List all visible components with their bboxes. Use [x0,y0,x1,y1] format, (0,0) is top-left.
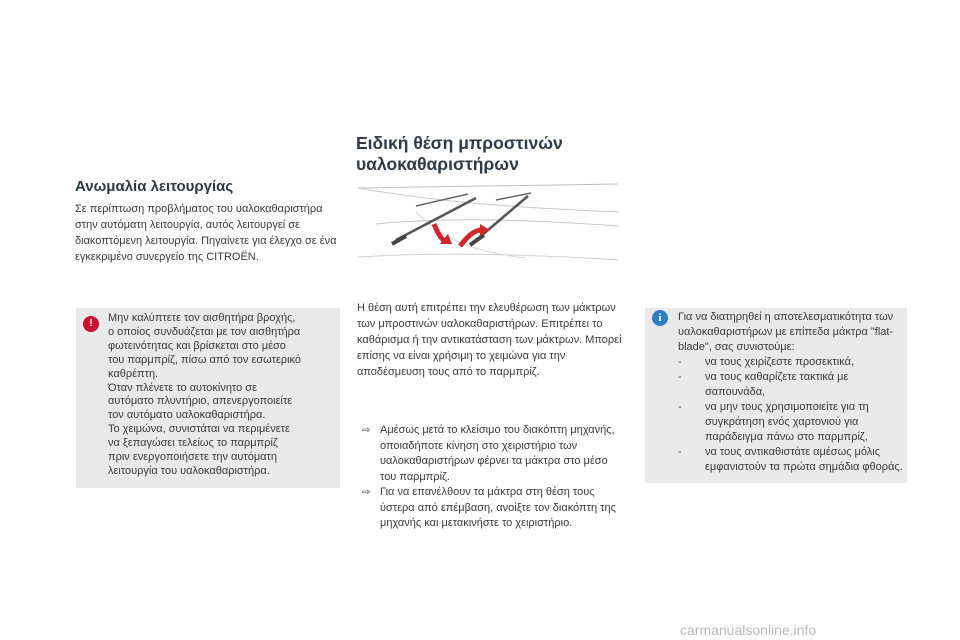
windscreen-wipers-illustration [356,182,621,262]
warning-line: καθρέπτη. [108,367,159,380]
warning-line: φωτεινότητας και βρίσκεται στο μέσο [108,339,286,352]
watermark: carmanualsonline.info [680,622,817,638]
warning-line: τον αυτόματο υαλοκαθαριστήρα. [108,409,266,422]
malfunction-paragraph: Σε περίπτωση προβλήματος του υαλοκαθαριστήρα στην αυτόματη λειτουργία, αυτός λειτουργεί σε διακοπτόμενη λειτουργία. Πηγαίνετε για έλεγχο σε ένα εγκεκριμένο συνεργείο της CITROËN. [75,203,337,263]
wiper-position-paragraph: Η θέση αυτή επιτρέπει την ελευθέρωση των μάκτρων των μπροστινών υαλοκαθαριστήρων. Επιτρέπει το καθάρισμα ή την αντικατάσταση των μάκτρων. Μπορεί επίσης να είναι χρήσιμη το χειμώνα για την αποδέσμευση τους από το παρμπρίζ. [357,302,622,378]
warning-line: Όταν πλένετε το αυτοκίνητο σε [108,381,257,394]
step-item [362,485,624,532]
section-heading-wiper-position [356,133,626,175]
warning-line: ο οποίος συνδυάζεται με τον αισθητήρα [108,325,301,338]
warning-line: του παρμπρίζ, πίσω από τον εσωτερικό [108,353,302,366]
step-text: Αμέσως μετά το κλείσιμο του διακόπτη μηχανής, οποιαδήποτε κίνηση στο χειριστήριο των υαλοκαθαριστήρων φέρνει τα μάκτρα στο μέσο του παρμπρίζ. [380,424,615,483]
info-list [678,355,906,475]
section-heading-malfunction: Ανωμαλία λειτουργίας [75,178,234,195]
heading-line: Ειδική θέση μπροστινών [356,133,563,153]
list-item: - να τους καθαρίζετε τακτικά με σαπουνάδα, [678,371,849,398]
step-item [362,423,624,485]
warning-line: αυτόματο πλυντήριο, απενεργοποιείτε [108,395,293,408]
warning-line: Το χειμώνα, συνιστάται να περιμένετε [108,423,290,436]
step-text: Για να επανέλθουν τα μάκτρα στη θέση τους ύστερα από επέμβαση, ανοίξτε τον διακόπτη της μηχανής και μετακινήστε το χειριστήριο. [380,486,616,529]
warning-line: λειτουργία του υαλοκαθαριστήρα. [108,464,270,477]
info-intro: Για να διατηρηθεί η αποτελεσματικότητα των υαλοκαθαριστήρων με επίπεδα μάκτρα "flat-blade", σας συνιστούμε: [678,311,894,353]
info-icon: i [652,310,668,326]
warning-line: Μην καλύπτετε τον αισθητήρα βροχής, [108,312,296,324]
warning-line: πριν ενεργοποιήσετε την αυτόματη [108,451,278,464]
list-item: - να μην τους χρησιμοποιείτε για τη συγκράτηση ενός χαρτονιού για παράδειγμα πάνω στο παρμπρίζ, [678,401,869,443]
list-item: - να τους χειρίζεστε προσεκτικά, [678,356,854,368]
wiper-steps [362,423,624,532]
arrow-right-icon: ⇨ [362,425,371,436]
heading-line: υαλοκαθαριστήρων [356,154,519,174]
warning-line: να ξεπαγώσει τελείως το παρμπρίζ [108,437,278,450]
list-item: - να τους αντικαθιστάτε αμέσως μόλις εμφανιστούν τα πρώτα σημάδια φθοράς. [678,446,903,473]
arrow-right-icon: ⇨ [362,487,371,498]
info-text [678,310,906,475]
warning-icon: ! [83,316,99,332]
warning-text [108,312,336,479]
